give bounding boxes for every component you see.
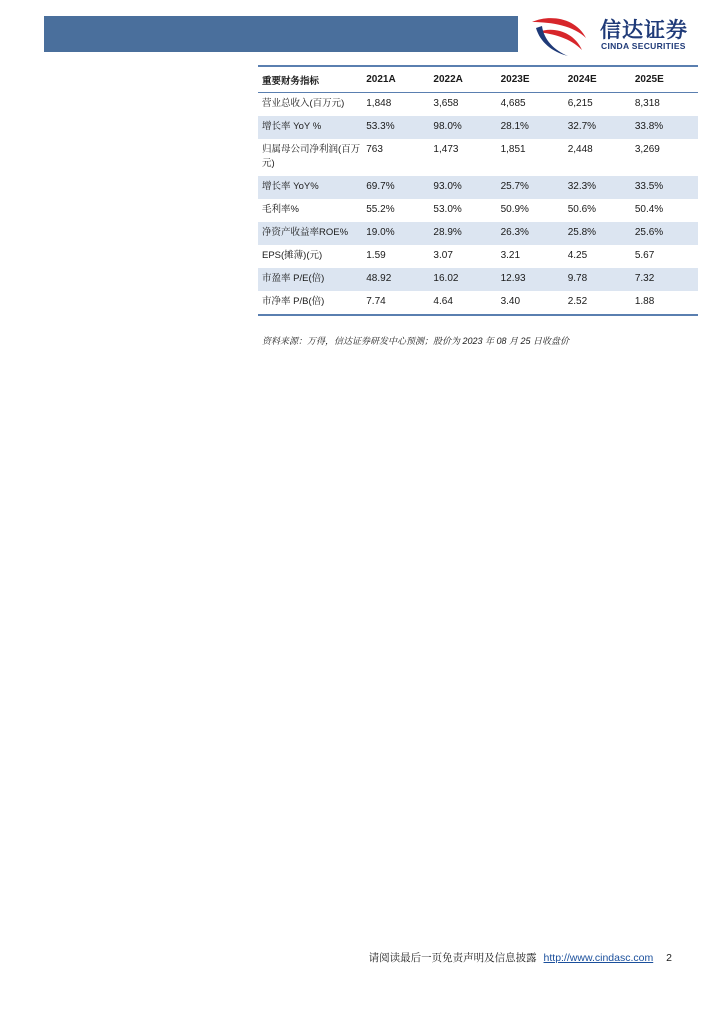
table-cell: 8,318 — [634, 98, 660, 109]
cinda-logo-mark-icon — [528, 14, 592, 58]
table-cell: 53.3% — [362, 116, 429, 139]
logo-english-text: CINDA SECURITIES — [601, 41, 686, 51]
table-cell: 25.8% — [564, 222, 631, 245]
table-row — [258, 222, 698, 245]
row-label: 增长率 YoY % — [258, 116, 362, 139]
table-cell: 3.40 — [497, 291, 564, 315]
table-cell: 28.9% — [429, 222, 496, 245]
table-cell: 48.92 — [362, 268, 429, 291]
cinda-logo — [528, 14, 708, 58]
row-label: 增长率 YoY% — [258, 176, 362, 199]
table-cell: 12.93 — [497, 268, 564, 291]
source-note: 资料来源：万得，信达证券研发中心预测；股价为 2023 年 08 月 25 日收盘价 — [262, 336, 570, 346]
row-label: 市净率 P/B(倍) — [258, 291, 362, 315]
table-cell: 1.88 — [631, 291, 698, 315]
website-link[interactable]: http://www.cindasc.com — [543, 952, 654, 964]
table-row — [258, 199, 698, 222]
table-row — [258, 291, 698, 315]
table-row — [258, 176, 698, 199]
page-footer — [369, 950, 672, 965]
column-header: 2024E — [564, 66, 631, 93]
table-cell: 26.3% — [497, 222, 564, 245]
disclaimer-text: 请阅读最后一页免责声明及信息披露 — [368, 952, 537, 964]
table-cell: 1,473 — [433, 144, 459, 155]
table-cell: 16.02 — [429, 268, 496, 291]
table-cell: 7.74 — [362, 291, 429, 315]
table-row — [258, 116, 698, 139]
table-cell: 50.6% — [567, 204, 597, 215]
table-cell: 7.32 — [631, 268, 698, 291]
column-header: 2023E — [497, 66, 564, 93]
table-cell: 3.21 — [500, 250, 521, 261]
table-cell: 9.78 — [564, 268, 631, 291]
table-row — [258, 93, 698, 117]
table-cell: 93.0% — [429, 176, 496, 199]
table-cell: 1,851 — [500, 144, 526, 155]
table-cell: 19.0% — [362, 222, 429, 245]
column-header: 2025E — [631, 66, 698, 93]
table-cell: 1,848 — [366, 98, 392, 109]
table-cell: 50.9% — [500, 204, 529, 215]
row-label: 净资产收益率ROE% — [258, 222, 362, 245]
column-header: 2022A — [429, 66, 496, 93]
table-cell: 50.4% — [634, 204, 664, 215]
table-row — [258, 245, 698, 268]
table-cell: 763 — [366, 144, 383, 155]
table-cell: 98.0% — [429, 116, 496, 139]
table-cell: 1.59 — [366, 250, 386, 261]
table-cell: 32.7% — [564, 116, 631, 139]
table-cell: 28.1% — [497, 116, 564, 139]
column-header: 2021A — [362, 66, 429, 93]
table-cell: 33.5% — [631, 176, 698, 199]
table-cell: 33.8% — [631, 116, 698, 139]
table-cell: 55.2% — [366, 204, 395, 215]
table-cell: 32.3% — [564, 176, 631, 199]
table-cell: 6,215 — [567, 98, 593, 109]
table-cell: 4.64 — [429, 291, 496, 315]
header-bar — [44, 16, 518, 52]
row-label: 归属母公司净利润(百万元) — [262, 144, 361, 169]
table-cell: 25.6% — [631, 222, 698, 245]
table-cell: 5.67 — [634, 250, 655, 261]
logo-chinese-text: 信达证券 — [600, 18, 688, 42]
page-number: 2 — [666, 952, 672, 964]
table-cell: 2,448 — [567, 144, 593, 155]
table-cell: 3,658 — [433, 98, 459, 109]
financial-indicators-table — [258, 65, 698, 316]
table-cell: 25.7% — [497, 176, 564, 199]
row-label: 市盈率 P/E(倍) — [258, 268, 362, 291]
table-row — [258, 268, 698, 291]
table-cell: 53.0% — [433, 204, 462, 215]
table-cell: 4.25 — [567, 250, 588, 261]
table-cell: 3.07 — [433, 250, 453, 261]
row-label: 营业总收入(百万元) — [262, 98, 345, 109]
row-label: EPS(摊薄)(元) — [262, 250, 323, 261]
table-cell: 3,269 — [634, 144, 660, 155]
table-cell: 69.7% — [362, 176, 429, 199]
column-header: 重要财务指标 — [258, 66, 362, 93]
table-header-row — [258, 66, 698, 93]
table-cell: 4,685 — [500, 98, 526, 109]
table-cell: 2.52 — [564, 291, 631, 315]
row-label: 毛利率% — [262, 204, 299, 215]
table-row — [258, 139, 698, 176]
